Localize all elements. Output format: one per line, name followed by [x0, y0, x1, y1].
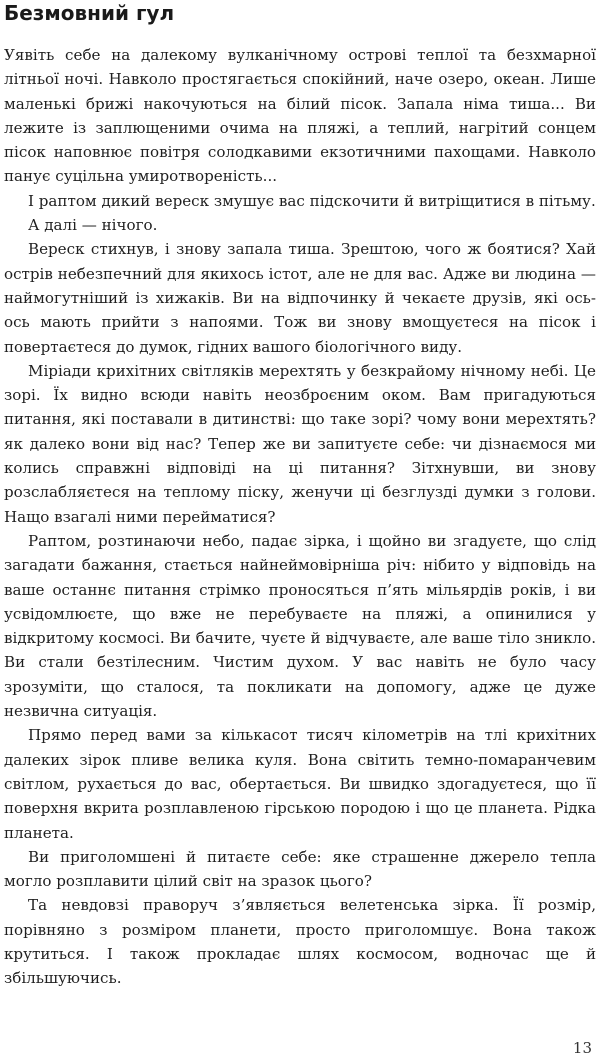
paragraph: Вереск стихнув, і знову запала тиша. Зрештою, чого ж боятися? Хай острів небезпечний для якихось істот, але не для вас. Адже ви людина — наймогутніший із хижаків. Ви на відпочинку й чекаєте друзів, які ось-ось мають прийти з напоями. Тож ви знову вмощуєтеся на пісок і повертаєтеся до думок, гідних вашого біологічного виду.	[4, 240, 596, 356]
paragraph: Та невдовзі праворуч з’являється велетенська зірка. Її розмір, порівняно з розміром планети, просто приголомшує. Вона також крутиться. І також прокладає шлях космосом, водночас ще й збільшуючись.	[4, 896, 596, 988]
paragraph: Раптом, розтинаючи небо, падає зірка, і щойно ви згадуєте, що слід загадати бажання, стається найнеймовірніша річ: нібито у відповідь на ваше останнє питання стрімко проносяться п’ять мільярдів років, і ви усвідомлюєте, що вже не перебуваєте на пляжі, а опинилися у відкритому космосі. Ви бачите, чуєте й відчуваєте, але ваше тіло зникло. Ви стали безтілесним. Чистим духом. У вас навіть не було часу зрозуміти, що сталося, та покликати на допомогу, адже це дуже незвична ситуація.	[4, 531, 596, 721]
paragraph: Ви приголомшені й питаєте себе: яке страшенне джерело тепла могло розплавити цілий світ на зразок цього?	[4, 847, 596, 891]
paragraph: А далі — нічого.	[28, 216, 158, 235]
paragraph: Уявіть себе на далекому вулканічному острові теплої та безхмарної літньої ночі. Навколо простягається спокійний, наче озеро, океан. Лише маленькі брижі накочуються на білий пісок. Запала німа тиша... Ви лежите із заплющеними очима на пляжі, а теплий, нагрітий сонцем пісок наповнює повітря солодкавими екзотичними пахощами. Навколо панує суцільна умиротвореність...	[4, 46, 596, 186]
paragraph: І раптом дикий вереск змушує вас підскочити й витріщитися в пітьму.	[28, 191, 596, 210]
body-text	[4, 43, 596, 991]
chapter-heading: Безмовний гул	[4, 1, 175, 25]
paragraph: Міріади крихітних світляків мерехтять у безкрайому нічному небі. Це зорі. Їх видно всюди навіть неозброєним оком. Вам пригадуються питання, які поставали в дитинстві: що таке зорі? чому вони мерехтять? як далеко вони від нас? Тепер же ви запитуєте себе: чи дізнаємося ми колись справжні відповіді на ці питання? Зітхнувши, ви знову розслабляєтеся на теплому піску, женучи ці безглузді думки з голови. Нащо взагалі ними перейматися?	[4, 361, 596, 526]
page-number: 13	[572, 1039, 592, 1057]
paragraph: Прямо перед вами за кількасот тисяч кілометрів на тлі крихітних далеких зірок пливе велика куля. Вона світить темно-помаранчевим світлом, рухається до вас, обертається. Ви швидко здогадуєтеся, що її поверхня вкрита розплавленою гірською породою і що це планета. Рідка планета.	[4, 726, 596, 842]
